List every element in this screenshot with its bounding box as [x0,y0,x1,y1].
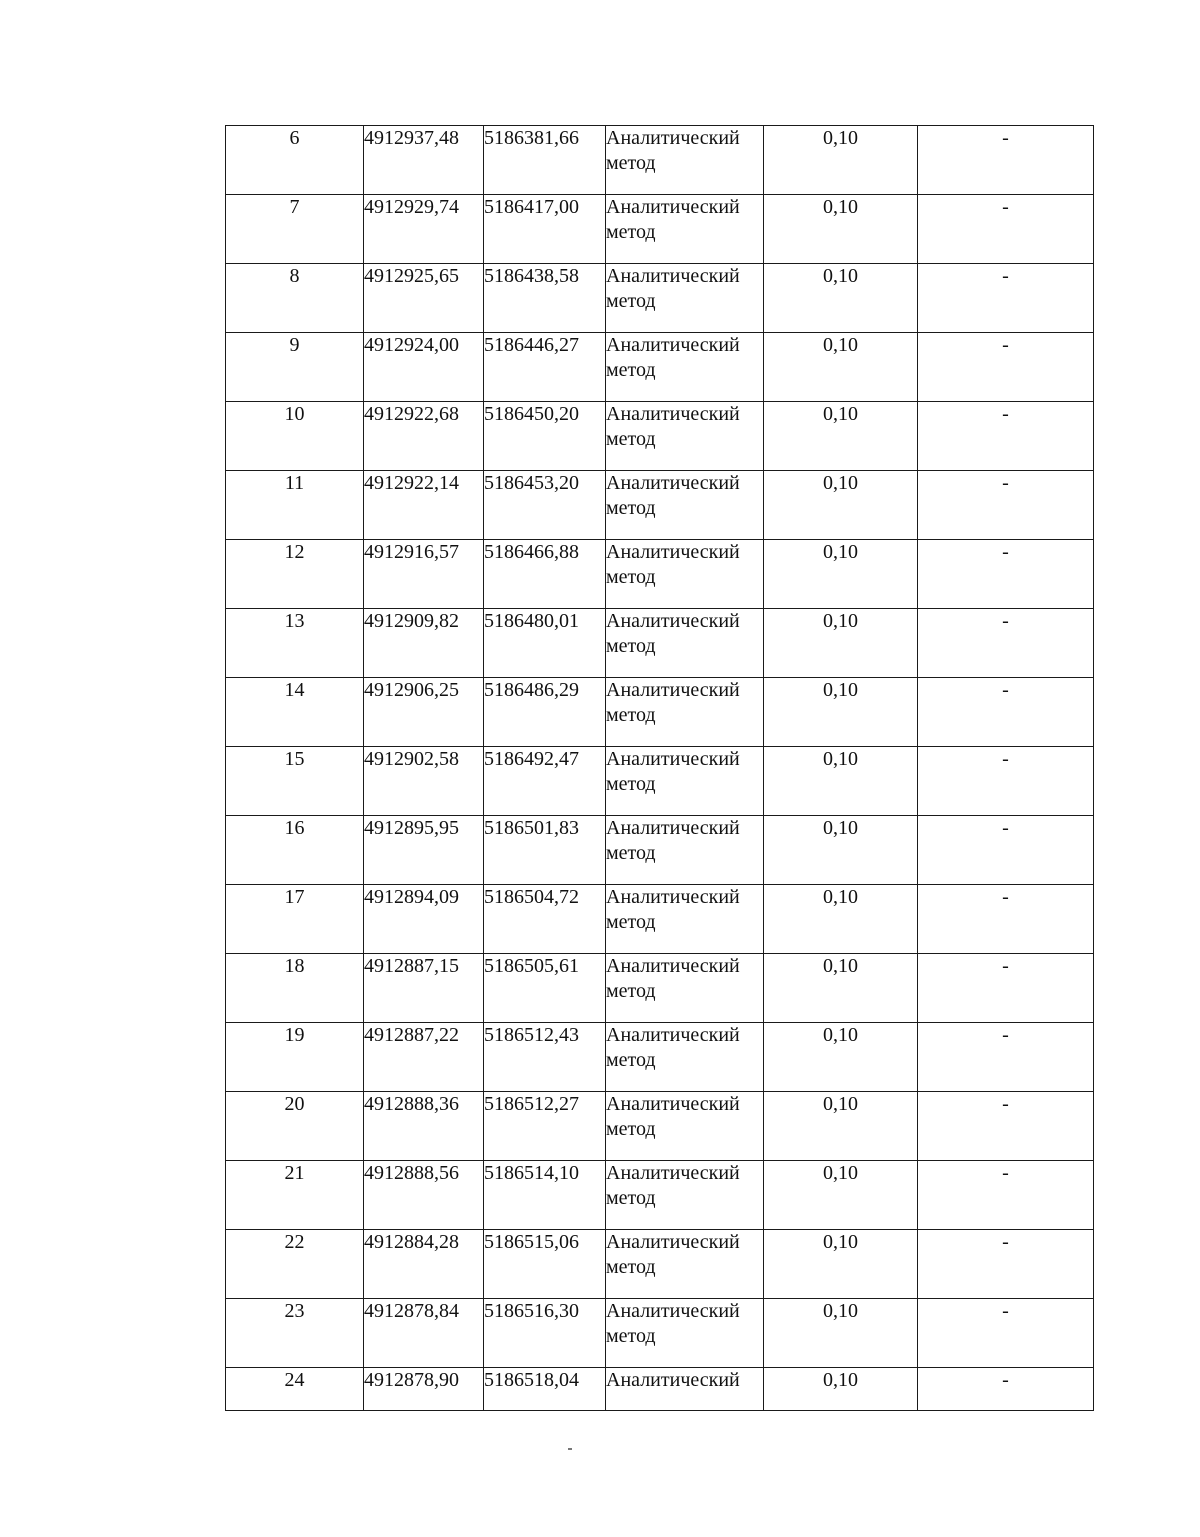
x-coordinate-cell: 4912887,22 [364,1023,484,1092]
method-cell [606,1092,764,1161]
table-row [226,195,1094,264]
description-cell: - [918,540,1094,609]
x-coordinate-cell: 4912887,15 [364,954,484,1023]
method-text: Аналитический [606,1369,740,1391]
table-row [226,1023,1094,1092]
method-text: Аналитический [606,1300,740,1322]
y-coordinate-cell: 5186492,47 [484,747,606,816]
table-row [226,816,1094,885]
description-cell: - [918,1161,1094,1230]
description-cell: - [918,402,1094,471]
accuracy-cell: 0,10 [764,402,918,471]
method-text: Аналитический [606,1093,740,1115]
description-cell: - [918,1230,1094,1299]
point-number-cell: 16 [226,816,364,885]
description-cell: - [918,195,1094,264]
method-text: Аналитический [606,679,740,701]
method-cell [606,1230,764,1299]
accuracy-cell: 0,10 [764,1368,918,1411]
method-text: Аналитический [606,1231,740,1253]
point-number-cell: 15 [226,747,364,816]
description-cell: - [918,471,1094,540]
point-number-cell: 13 [226,609,364,678]
x-coordinate-cell: 4912924,00 [364,333,484,402]
method-cell [606,1161,764,1230]
point-number-cell: 18 [226,954,364,1023]
method-cell [606,471,764,540]
point-number-cell: 22 [226,1230,364,1299]
x-coordinate-cell: 4912878,90 [364,1368,484,1411]
point-number-cell: 10 [226,402,364,471]
method-text: метод [606,980,656,1002]
y-coordinate-cell: 5186480,01 [484,609,606,678]
method-text: метод [606,704,656,726]
description-cell: - [918,885,1094,954]
coordinates-table [225,125,1094,1411]
table-row [226,1161,1094,1230]
method-cell [606,678,764,747]
y-coordinate-cell: 5186446,27 [484,333,606,402]
method-text: Аналитический [606,886,740,908]
description-cell: - [918,747,1094,816]
method-cell [606,402,764,471]
table-row [226,264,1094,333]
method-text: метод [606,359,656,381]
method-text: Аналитический [606,403,740,425]
method-cell [606,816,764,885]
x-coordinate-cell: 4912902,58 [364,747,484,816]
description-cell: - [918,954,1094,1023]
x-coordinate-cell: 4912922,68 [364,402,484,471]
method-text: Аналитический [606,472,740,494]
method-cell [606,1299,764,1368]
x-coordinate-cell: 4912888,56 [364,1161,484,1230]
description-cell: - [918,126,1094,195]
accuracy-cell: 0,10 [764,1230,918,1299]
point-number-cell: 8 [226,264,364,333]
y-coordinate-cell: 5186512,27 [484,1092,606,1161]
x-coordinate-cell: 4912922,14 [364,471,484,540]
y-coordinate-cell: 5186453,20 [484,471,606,540]
table-row [226,747,1094,816]
method-text: метод [606,911,656,933]
accuracy-cell: 0,10 [764,540,918,609]
x-coordinate-cell: 4912878,84 [364,1299,484,1368]
method-text: метод [606,635,656,657]
table-row [226,333,1094,402]
accuracy-cell: 0,10 [764,471,918,540]
method-text: метод [606,1118,656,1140]
method-text: Аналитический [606,817,740,839]
description-cell: - [918,1092,1094,1161]
method-cell [606,609,764,678]
method-text: метод [606,290,656,312]
accuracy-cell: 0,10 [764,678,918,747]
method-text: Аналитический [606,748,740,770]
table-row [226,126,1094,195]
point-number-cell: 9 [226,333,364,402]
method-text: метод [606,1049,656,1071]
method-cell [606,333,764,402]
x-coordinate-cell: 4912895,95 [364,816,484,885]
accuracy-cell: 0,10 [764,609,918,678]
y-coordinate-cell: 5186466,88 [484,540,606,609]
y-coordinate-cell: 5186501,83 [484,816,606,885]
table-row [226,1230,1094,1299]
accuracy-cell: 0,10 [764,954,918,1023]
y-coordinate-cell: 5186381,66 [484,126,606,195]
method-text: Аналитический [606,541,740,563]
y-coordinate-cell: 5186514,10 [484,1161,606,1230]
y-coordinate-cell: 5186512,43 [484,1023,606,1092]
method-cell [606,1023,764,1092]
method-text: метод [606,497,656,519]
y-coordinate-cell: 5186518,04 [484,1368,606,1411]
x-coordinate-cell: 4912884,28 [364,1230,484,1299]
y-coordinate-cell: 5186438,58 [484,264,606,333]
description-cell: - [918,1299,1094,1368]
table-row [226,1299,1094,1368]
accuracy-cell: 0,10 [764,1299,918,1368]
accuracy-cell: 0,10 [764,816,918,885]
table-row [226,1092,1094,1161]
x-coordinate-cell: 4912929,74 [364,195,484,264]
table-row [226,609,1094,678]
table-row [226,1368,1094,1411]
y-coordinate-cell: 5186450,20 [484,402,606,471]
point-number-cell: 17 [226,885,364,954]
method-text: метод [606,773,656,795]
point-number-cell: 20 [226,1092,364,1161]
method-text: Аналитический [606,1024,740,1046]
y-coordinate-cell: 5186515,06 [484,1230,606,1299]
method-text: метод [606,221,656,243]
method-text: метод [606,842,656,864]
description-cell: - [918,1023,1094,1092]
method-cell [606,747,764,816]
method-cell [606,540,764,609]
coordinates-table-body [226,126,1094,1411]
x-coordinate-cell: 4912909,82 [364,609,484,678]
table-row [226,540,1094,609]
x-coordinate-cell: 4912888,36 [364,1092,484,1161]
accuracy-cell: 0,10 [764,1023,918,1092]
table-row [226,954,1094,1023]
method-text: метод [606,152,656,174]
description-cell: - [918,678,1094,747]
method-text: Аналитический [606,610,740,632]
x-coordinate-cell: 4912894,09 [364,885,484,954]
x-coordinate-cell: 4912906,25 [364,678,484,747]
table-row [226,471,1094,540]
method-text: Аналитический [606,196,740,218]
x-coordinate-cell: 4912916,57 [364,540,484,609]
accuracy-cell: 0,10 [764,333,918,402]
accuracy-cell: 0,10 [764,885,918,954]
description-cell: - [918,816,1094,885]
method-cell [606,1368,764,1411]
table-row [226,402,1094,471]
accuracy-cell: 0,10 [764,747,918,816]
y-coordinate-cell: 5186516,30 [484,1299,606,1368]
method-text: метод [606,1187,656,1209]
y-coordinate-cell: 5186505,61 [484,954,606,1023]
accuracy-cell: 0,10 [764,1092,918,1161]
method-text: Аналитический [606,265,740,287]
point-number-cell: 6 [226,126,364,195]
description-cell: - [918,1368,1094,1411]
method-cell [606,885,764,954]
y-coordinate-cell: 5186504,72 [484,885,606,954]
description-cell: - [918,264,1094,333]
method-cell [606,264,764,333]
table-row [226,678,1094,747]
accuracy-cell: 0,10 [764,1161,918,1230]
method-text: метод [606,1256,656,1278]
table-row [226,885,1094,954]
point-number-cell: 11 [226,471,364,540]
method-text: Аналитический [606,334,740,356]
method-cell [606,126,764,195]
point-number-cell: 21 [226,1161,364,1230]
y-coordinate-cell: 5186486,29 [484,678,606,747]
description-cell: - [918,333,1094,402]
accuracy-cell: 0,10 [764,195,918,264]
y-coordinate-cell: 5186417,00 [484,195,606,264]
method-text: метод [606,566,656,588]
x-coordinate-cell: 4912925,65 [364,264,484,333]
point-number-cell: 14 [226,678,364,747]
method-cell [606,954,764,1023]
point-number-cell: 12 [226,540,364,609]
method-text: метод [606,1325,656,1347]
point-number-cell: 23 [226,1299,364,1368]
x-coordinate-cell: 4912937,48 [364,126,484,195]
accuracy-cell: 0,10 [764,126,918,195]
point-number-cell: 7 [226,195,364,264]
accuracy-cell: 0,10 [764,264,918,333]
method-text: Аналитический [606,1162,740,1184]
method-text: метод [606,428,656,450]
method-text: Аналитический [606,127,740,149]
description-cell: - [918,609,1094,678]
point-number-cell: 19 [226,1023,364,1092]
method-cell [606,195,764,264]
method-text: Аналитический [606,955,740,977]
point-number-cell: 24 [226,1368,364,1411]
scan-speck [568,1448,572,1450]
